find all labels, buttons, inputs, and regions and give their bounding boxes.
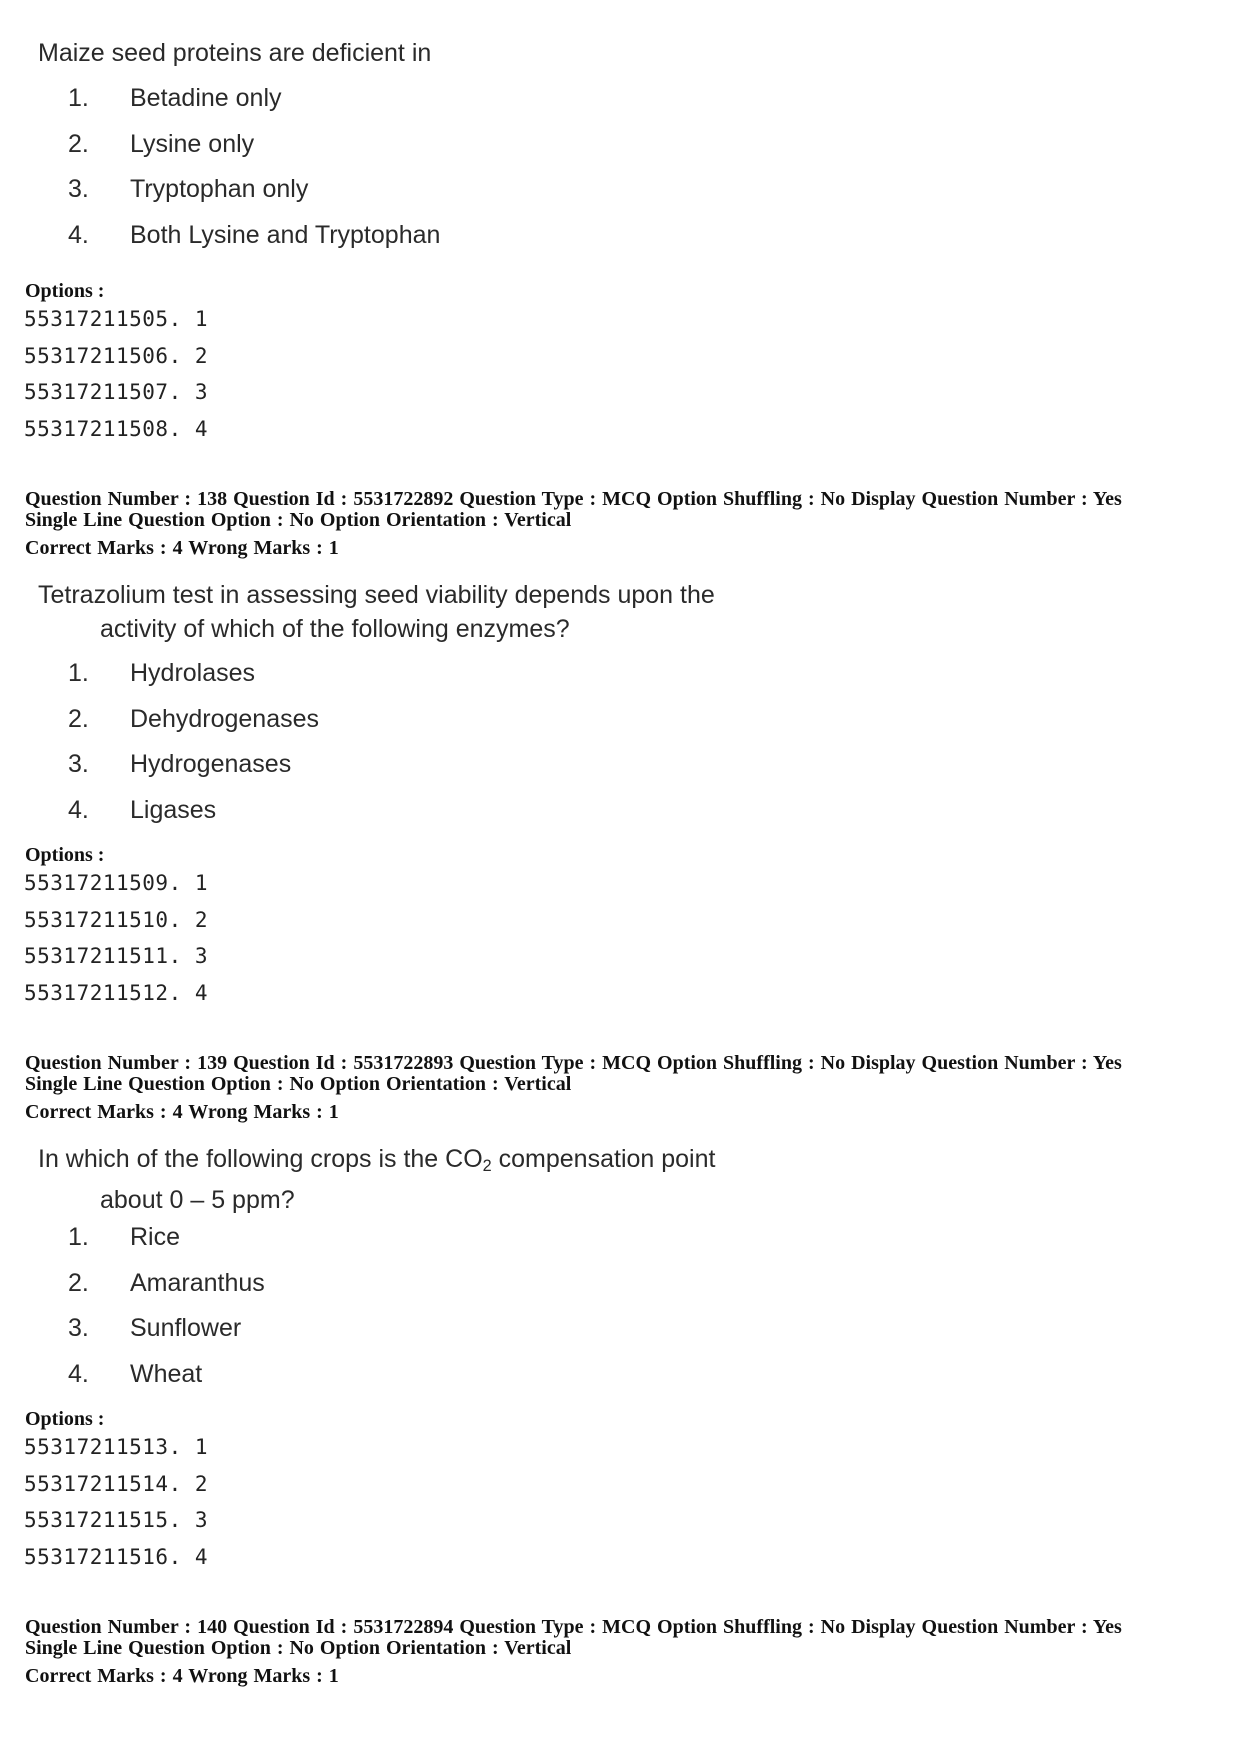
q138-option-id-1: 55317211509. 1: [24, 871, 209, 895]
choice-text: Dehydrogenases: [130, 705, 320, 733]
q138-meta-line-1: Question Number : 138 Question Id : 5531722892 Question Type : MCQ Option Shuffling : No Display Question Number : Yes: [25, 488, 1122, 510]
q140-meta-line-3: Correct Marks : 4 Wrong Marks : 1: [25, 1665, 339, 1687]
choice-text: Tryptophan only: [130, 175, 309, 203]
choice-text: Rice: [130, 1223, 181, 1251]
choice-number: 4.: [68, 1360, 89, 1388]
choice-text: Hydrolases: [130, 659, 256, 687]
choice-number: 2.: [68, 1269, 89, 1297]
choice-number: 2.: [68, 705, 89, 733]
q139-stem-line-1: [38, 1145, 716, 1176]
choice-text: Ligases: [130, 796, 217, 824]
q138-meta-line-2: Single Line Question Option : No Option Orientation : Vertical: [25, 509, 572, 531]
q139-option-id-4: 55317211516. 4: [24, 1545, 209, 1569]
choice-number: 1.: [68, 1223, 89, 1251]
choice-number: 4.: [68, 796, 89, 824]
choice-number: 4.: [68, 221, 89, 249]
choice-text: Lysine only: [130, 130, 255, 158]
choice-number: 2.: [68, 130, 89, 158]
choice-text: Both Lysine and Tryptophan: [130, 221, 441, 249]
q139-stem-line-2: about 0 – 5 ppm?: [100, 1186, 295, 1215]
q138-meta-line-3: Correct Marks : 4 Wrong Marks : 1: [25, 537, 339, 559]
choice-number: 3.: [68, 750, 89, 778]
choice-number: 1.: [68, 659, 89, 687]
choice-number: 3.: [68, 1314, 89, 1342]
choice-text: Wheat: [130, 1360, 203, 1388]
q140-meta-line-2: Single Line Question Option : No Option Orientation : Vertical: [25, 1637, 572, 1659]
q138-stem: [38, 578, 778, 646]
q139-stem-subscript: 2: [482, 1157, 492, 1176]
q137-option-id-1: 55317211505. 1: [24, 307, 209, 331]
q137-option-id-2: 55317211506. 2: [24, 344, 209, 368]
q139-stem-text-a: In which of the following crops is the CO: [38, 1145, 483, 1173]
q137-option-id-3: 55317211507. 3: [24, 380, 209, 404]
q138-options-label: Options :: [25, 844, 105, 866]
q138-option-id-3: 55317211511. 3: [24, 944, 209, 968]
q139-option-id-3: 55317211515. 3: [24, 1508, 209, 1532]
q139-stem: [38, 1142, 778, 1217]
q139-meta-line-2: Single Line Question Option : No Option Orientation : Vertical: [25, 1073, 572, 1095]
q139-stem-text-b: compensation point: [491, 1145, 716, 1173]
choice-text: Betadine only: [130, 84, 282, 112]
q139-option-id-2: 55317211514. 2: [24, 1472, 209, 1496]
q138-stem-line-1: Tetrazolium test in assessing seed viability depends upon the: [38, 581, 715, 609]
q137-options-label: Options :: [25, 280, 105, 302]
q138-stem-line-2: activity of which of the following enzymes?: [100, 615, 570, 643]
choice-number: 3.: [68, 175, 89, 203]
q140-meta-line-1: Question Number : 140 Question Id : 5531722894 Question Type : MCQ Option Shuffling : No Display Question Number : Yes: [25, 1616, 1122, 1638]
choice-number: 1.: [68, 84, 89, 112]
q139-option-id-1: 55317211513. 1: [24, 1435, 209, 1459]
q137-stem: Maize seed proteins are deficient in: [38, 39, 432, 67]
choice-text: Hydrogenases: [130, 750, 292, 778]
choice-text: Sunflower: [130, 1314, 242, 1342]
choice-text: Amaranthus: [130, 1269, 265, 1297]
q139-meta-line-3: Correct Marks : 4 Wrong Marks : 1: [25, 1101, 339, 1123]
q139-options-label: Options :: [25, 1408, 105, 1430]
q137-option-id-4: 55317211508. 4: [24, 417, 209, 441]
q139-meta-line-1: Question Number : 139 Question Id : 5531722893 Question Type : MCQ Option Shuffling : No Display Question Number : Yes: [25, 1052, 1122, 1074]
q138-option-id-2: 55317211510. 2: [24, 908, 209, 932]
q138-option-id-4: 55317211512. 4: [24, 981, 209, 1005]
